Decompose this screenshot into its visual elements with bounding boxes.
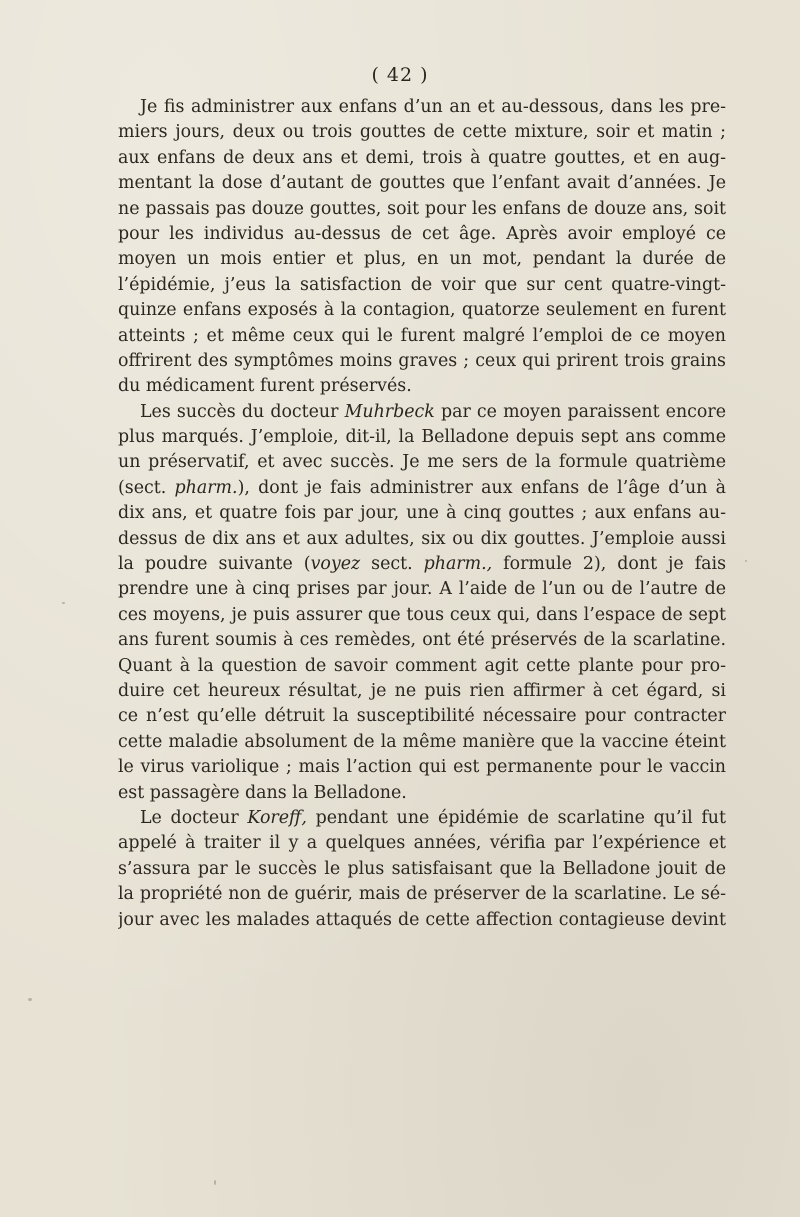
text-line: la propriété non de guérir, mais de préserver de la scarlatine. Le sé- [118, 884, 726, 905]
text-line: Je fis administrer aux enfans d’un an et au-dessous, dans les pre- [140, 97, 726, 117]
italic-run: pharm., [423, 554, 493, 575]
text-line: cette maladie absolument de la même manière que la vaccine éteint [118, 731, 726, 752]
text-line: quinze enfans exposés à la contagion, quatorze seulement en furent [118, 300, 726, 321]
text-line: est passagère dans la Belladone. [118, 782, 407, 803]
text-line [118, 400, 726, 425]
text-line [118, 806, 726, 831]
text-run: sect. [360, 554, 424, 575]
text-line: miers jours, deux ou trois gouttes de cette mixture, soir et matin ; [118, 122, 726, 143]
page-body [118, 95, 726, 933]
paper-speck [28, 998, 32, 1001]
text-run: pendant une épidémie de scarlatine qu’il fut [306, 807, 726, 828]
page-number: ( 42 ) [371, 64, 429, 86]
text-line: ne passais pas douze gouttes, soit pour les enfans de douze ans, soit [118, 198, 726, 219]
text-line: pour les individus au-dessus de cet âge. Après avoir employé ce [118, 223, 726, 244]
paper-speck [62, 602, 65, 604]
text-line [118, 476, 726, 501]
italic-run: voyez [310, 554, 361, 575]
italic-run: pharm. [174, 477, 238, 498]
paper-speck [745, 560, 747, 562]
text-run: Le docteur [140, 807, 248, 828]
paper-speck [214, 1180, 216, 1185]
text-line: duire cet heureux résultat, je ne puis rien affirmer à cet égard, si [118, 680, 726, 701]
text-run: Les succès du docteur [140, 401, 345, 422]
text-line: le virus variolique ; mais l’action qui est permanente pour le vaccin [118, 757, 726, 778]
text-run: par ce moyen paraissent encore [434, 401, 726, 422]
text-line: prendre une à cinq prises par jour. A l’aide de l’un ou de l’autre de [118, 579, 726, 600]
text-line: dix ans, et quatre fois par jour, une à cinq gouttes ; aux enfans au- [118, 503, 726, 524]
text-line: s’assura par le succès le plus satisfaisant que la Belladone jouit de [118, 858, 726, 879]
text-line: offrirent des symptômes moins graves ; ceux qui prirent trois grains [118, 350, 726, 371]
text-run: ), dont je fais administrer aux enfans de l’âge d’un à [237, 477, 726, 498]
text-line: jour avec les malades attaqués de cette affection contagieuse devint [118, 909, 726, 930]
doctor-name-muhrbeck: Muhrbeck [344, 401, 435, 422]
text-line: ans furent soumis à ces remèdes, ont été préservés de la scarlatine. [118, 630, 726, 651]
text-line: appelé à traiter il y a quelques années, vérifia par l’expérience et [118, 833, 726, 854]
text-run: formule 2), dont je fais [492, 554, 726, 575]
doctor-name-koreff: Koreff, [247, 807, 307, 828]
text-line: ces moyens, je puis assurer que tous ceux qui, dans l’espace de sept [118, 604, 726, 625]
text-line: un préservatif, et avec succès. Je me sers de la formule quatrième [118, 452, 726, 473]
text-line: aux enfans de deux ans et demi, trois à quatre gouttes, et en aug- [118, 147, 726, 168]
text-line: mentant la dose d’autant de gouttes que l’enfant avait d’années. Je [118, 173, 726, 194]
text-line: plus marqués. J’emploie, dit-il, la Belladone depuis sept ans comme [118, 427, 726, 448]
text-line: dessus de dix ans et aux adultes, six ou dix gouttes. J’emploie aussi [118, 528, 726, 549]
text-line [118, 552, 726, 577]
text-line: ce n’est qu’elle détruit la susceptibilité nécessaire pour contracter [118, 706, 726, 727]
text-line: moyen un mois entier et plus, en un mot, pendant la durée de [118, 249, 726, 270]
text-run: (sect. [118, 477, 175, 498]
text-line: l’épidémie, j’eus la satisfaction de voir que sur cent quatre-vingt- [118, 274, 726, 295]
text-run: la poudre suivante ( [118, 554, 311, 575]
text-line: atteints ; et même ceux qui le furent malgré l’emploi de ce moyen [118, 325, 726, 346]
text-line: Quant à la question de savoir comment agit cette plante pour pro- [118, 655, 726, 676]
text-line: du médicament furent préservés. [118, 376, 412, 397]
